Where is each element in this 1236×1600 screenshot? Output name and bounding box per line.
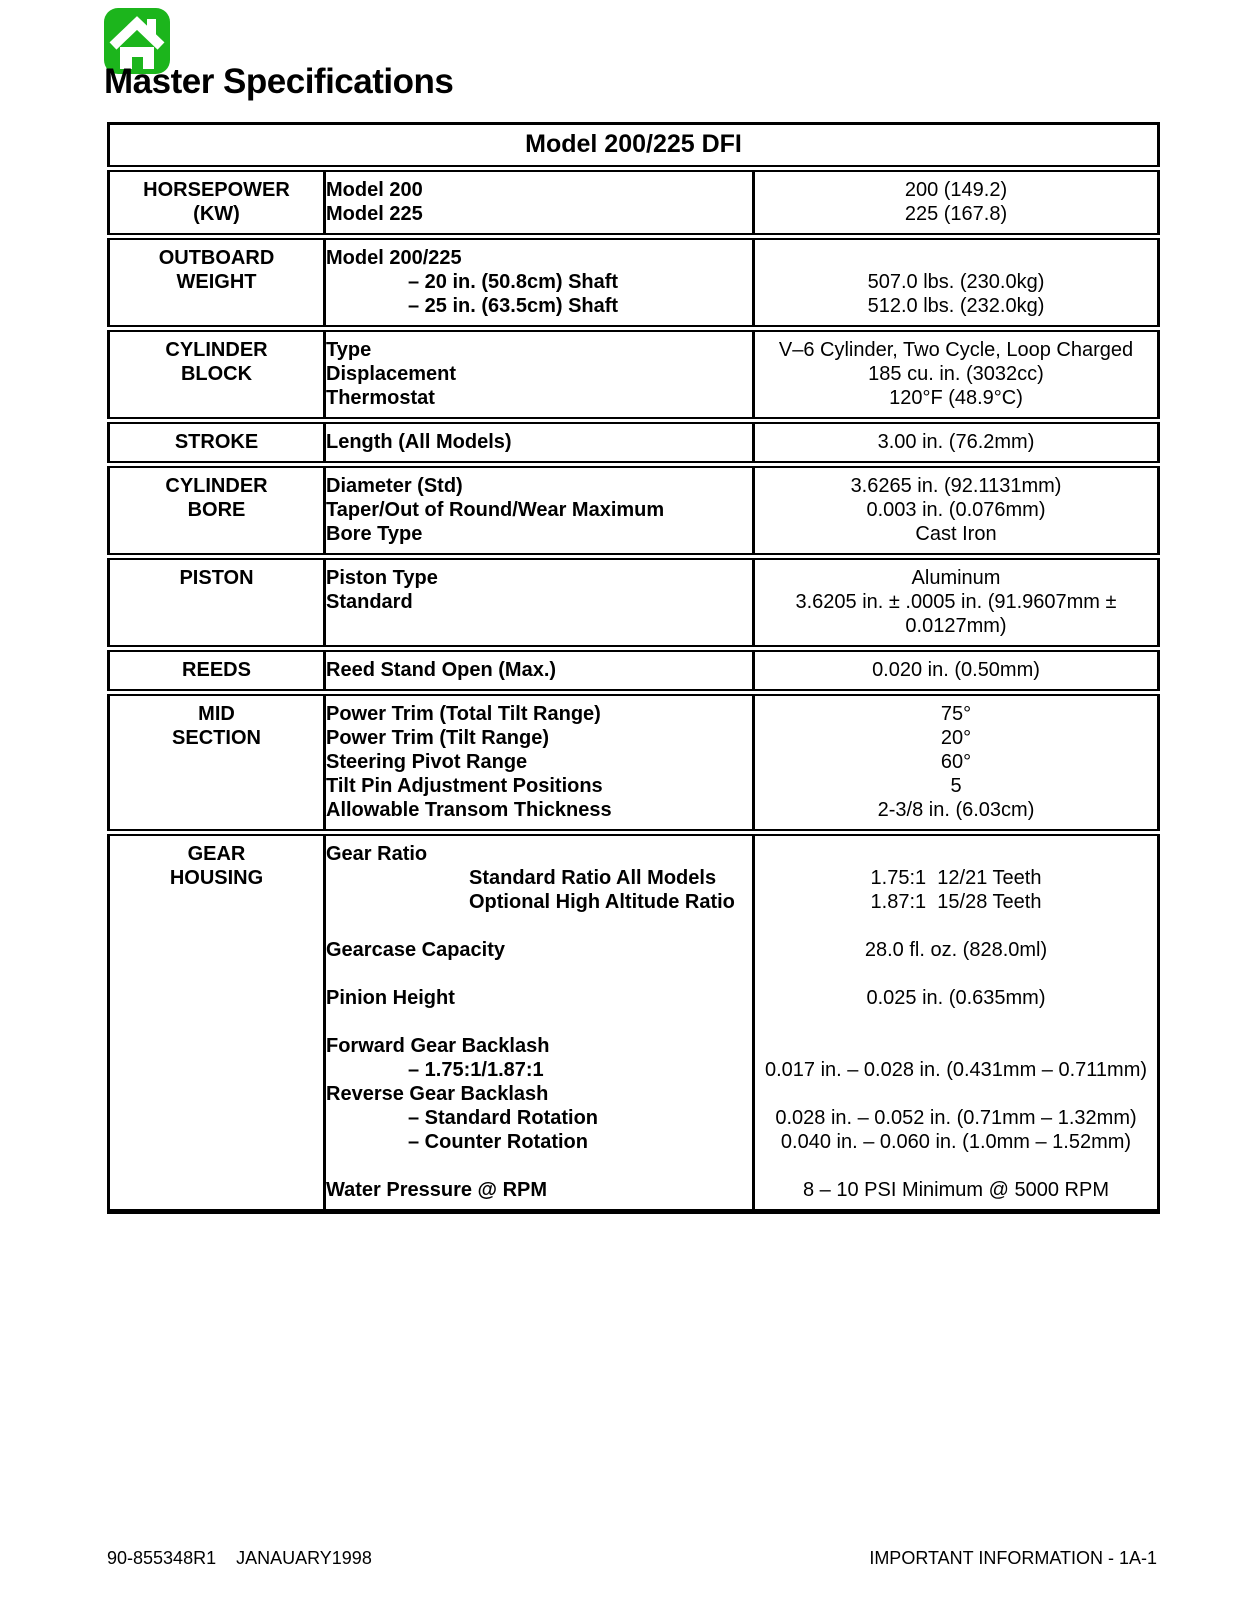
spec-value: 2-3/8 in. (6.03cm)	[754, 798, 1159, 833]
specifications-table	[107, 122, 1160, 1214]
spec-label: – 20 in. (50.8cm) Shaft	[408, 271, 619, 293]
row-category: PISTON	[109, 557, 325, 649]
spec-label: Standard	[326, 591, 413, 613]
spec-value: Cast Iron	[754, 522, 1159, 557]
spec-label	[325, 962, 754, 986]
spec-label: Power Trim (Total Tilt Range)	[325, 693, 754, 727]
spec-value	[754, 1082, 1159, 1106]
row-category: HORSEPOWER (KW)	[109, 169, 325, 237]
table-row	[109, 833, 1159, 867]
spec-value	[754, 237, 1159, 271]
page-title: Master Specifications	[104, 62, 454, 101]
spec-label: Thermostat	[326, 387, 435, 409]
spec-value: 60°	[754, 750, 1159, 774]
spec-value: 75°	[754, 693, 1159, 727]
spec-label	[325, 914, 754, 938]
table-row	[109, 237, 1159, 271]
table-row	[109, 329, 1159, 363]
table-header-row	[109, 124, 1159, 169]
table-row	[109, 693, 1159, 727]
footer-section-label: IMPORTANT INFORMATION - 1A-1	[869, 1548, 1157, 1568]
spec-value: 0.020 in. (0.50mm)	[754, 649, 1159, 693]
row-category: CYLINDER BLOCK	[109, 329, 325, 421]
row-category: REEDS	[109, 649, 325, 693]
row-category: MID SECTION	[109, 693, 325, 833]
spec-label: Power Trim (Tilt Range)	[326, 727, 549, 749]
spec-value: 225 (167.8)	[754, 202, 1159, 237]
spec-label: – Standard Rotation	[408, 1107, 599, 1129]
spec-value: 1.87:1 15/28 Teeth	[754, 890, 1159, 914]
spec-value: 5	[754, 774, 1159, 798]
table-row	[109, 649, 1159, 693]
spec-label: Reverse Gear Backlash	[326, 1083, 549, 1105]
spec-label: – Counter Rotation	[408, 1131, 588, 1153]
spec-value	[754, 1154, 1159, 1178]
spec-value: 0.003 in. (0.076mm)	[754, 498, 1159, 522]
spec-label: Allowable Transom Thickness	[326, 799, 612, 821]
row-category: GEAR HOUSING	[109, 833, 325, 1212]
spec-value: 0.017 in. – 0.028 in. (0.431mm – 0.711mm)	[754, 1058, 1159, 1082]
row-category: STROKE	[109, 421, 325, 465]
spec-value	[754, 962, 1159, 986]
spec-label: Taper/Out of Round/Wear Maximum	[326, 499, 665, 521]
spec-value: 185 cu. in. (3032cc)	[754, 362, 1159, 386]
spec-label: – 1.75:1/1.87:1	[408, 1059, 544, 1081]
spec-value: 1.75:1 12/21 Teeth	[754, 866, 1159, 890]
spec-value: 200 (149.2)	[754, 169, 1159, 203]
spec-value	[754, 1010, 1159, 1034]
spec-value: V–6 Cylinder, Two Cycle, Loop Charged	[754, 329, 1159, 363]
spec-value: 0.025 in. (0.635mm)	[754, 986, 1159, 1010]
spec-value	[754, 1034, 1159, 1058]
spec-label: Forward Gear Backlash	[326, 1035, 550, 1057]
spec-label: Reed Stand Open (Max.)	[325, 649, 754, 693]
spec-label: Water Pressure @ RPM	[326, 1179, 548, 1201]
table-row	[109, 465, 1159, 499]
spec-label	[325, 1010, 754, 1034]
spec-value: 0.040 in. – 0.060 in. (1.0mm – 1.52mm)	[754, 1130, 1159, 1154]
row-category: CYLINDER BORE	[109, 465, 325, 557]
row-category: OUTBOARD WEIGHT	[109, 237, 325, 329]
table-row	[109, 557, 1159, 591]
spec-label: Displacement	[326, 363, 457, 385]
spec-value: 20°	[754, 726, 1159, 750]
spec-label: Bore Type	[326, 523, 423, 545]
table-row	[109, 421, 1159, 465]
spec-label	[325, 1154, 754, 1178]
table-row	[109, 169, 1159, 203]
table-title: Model 200/225 DFI	[525, 130, 742, 158]
spec-value: 3.6265 in. (92.1131mm)	[754, 465, 1159, 499]
spec-label: Tilt Pin Adjustment Positions	[326, 775, 603, 797]
spec-value: 8 – 10 PSI Minimum @ 5000 RPM	[754, 1178, 1159, 1212]
spec-label: Optional High Altitude Ratio	[469, 891, 735, 913]
spec-value: 0.028 in. – 0.052 in. (0.71mm – 1.32mm)	[754, 1106, 1159, 1130]
spec-label: Length (All Models)	[325, 421, 754, 465]
spec-label: Gearcase Capacity	[326, 939, 506, 961]
spec-label: Standard Ratio All Models	[469, 867, 717, 889]
spec-label: Steering Pivot Range	[326, 751, 528, 773]
spec-label: Gear Ratio	[325, 833, 754, 867]
spec-value	[754, 914, 1159, 938]
spec-label: Model 200/225	[325, 237, 754, 271]
spec-label: Type	[325, 329, 754, 363]
spec-value: 28.0 fl. oz. (828.0ml)	[754, 938, 1159, 962]
spec-value: 512.0 lbs. (232.0kg)	[754, 294, 1159, 329]
page-footer	[107, 1548, 1157, 1569]
footer-doc-number: 90-855348R1 JANAUARY1998	[107, 1548, 372, 1568]
spec-label: Piston Type	[325, 557, 754, 591]
spec-label: Model 200	[325, 169, 754, 203]
spec-label: Diameter (Std)	[325, 465, 754, 499]
spec-value: 120°F (48.9°C)	[754, 386, 1159, 421]
spec-value	[754, 833, 1159, 867]
spec-value: 3.6205 in. ± .0005 in. (91.9607mm ± 0.0127mm)	[754, 590, 1159, 649]
spec-label: – 25 in. (63.5cm) Shaft	[408, 295, 619, 317]
spec-value: Aluminum	[754, 557, 1159, 591]
spec-label: Pinion Height	[326, 987, 455, 1009]
spec-value: 507.0 lbs. (230.0kg)	[754, 270, 1159, 294]
spec-value: 3.00 in. (76.2mm)	[754, 421, 1159, 465]
spec-label: Model 225	[326, 203, 423, 225]
